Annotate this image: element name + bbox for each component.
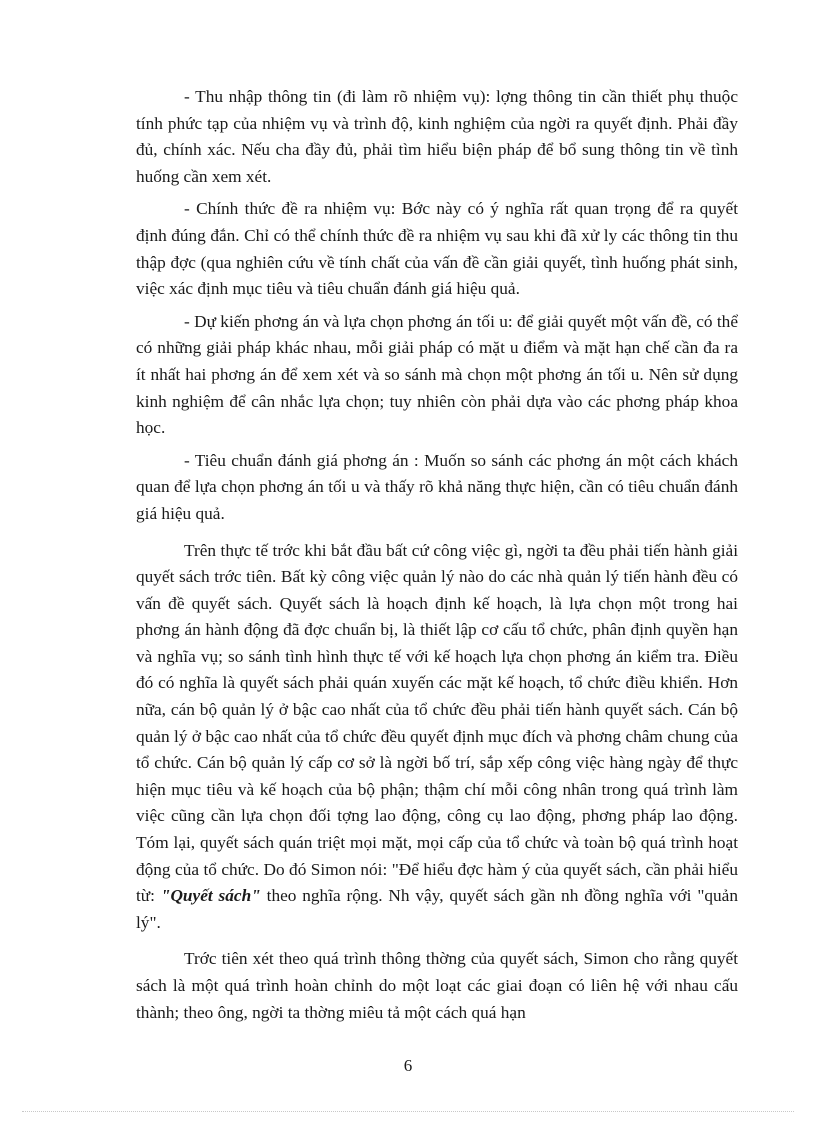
document-body	[136, 84, 738, 1032]
paragraph-tren-thuc-te	[136, 538, 738, 937]
paragraph-tieu-chuan-danh-gia: - Tiêu chuẩn đánh giá phơng án : Muốn so sánh các phơng án một cách khách quan để lựa chọn phơng án tối u và thấy rõ khả năng thực hiện, cần có tiêu chuẩn đánh giá hiệu quả.	[136, 450, 738, 523]
page-number: 6	[403, 1056, 413, 1075]
page-bottom-divider	[22, 1111, 794, 1112]
emphasis-quyet-sach: "Quyết sách"	[160, 886, 261, 906]
paragraph-chinh-thuc-de-ra-nhiem-vu: - Chính thức đề ra nhiệm vụ: Bớc này có ý nghĩa rất quan trọng để ra quyết định đúng đắn. Chỉ có thể chính thức đề ra nhiệm vụ sau khi đã xử ly các thông tin thu thập đợc (qua nghiên cứu về tính chất của vấn đề cần giải quyết, tình huống phát sinh, việc xác định mục tiêu và tiêu chuẩn đánh giá hiệu quả.	[136, 199, 738, 299]
paragraph-thu-nhap-thong-tin: - Thu nhập thông tin (đi làm rõ nhiệm vụ): lợng thông tin cần thiết phụ thuộc tính phức tạp của nhiệm vụ và trình độ, kinh nghiệm của ngời ra quyết định. Phải đầy đủ, chính xác. Nếu cha đầy đủ, phải tìm hiểu biện pháp để bổ sung thông tin về tình huống cần xem xét.	[136, 87, 738, 186]
paragraph-text: theo nghĩa rộng. Nh vậy, quyết sách gần nh đồng nghĩa với "quản lý".	[136, 886, 738, 932]
paragraph-text: Trên thực tế trớc khi bắt đầu bất cứ công việc gì, ngời ta đều phải tiến hành giải quyết sách trớc tiên. Bất kỳ công việc quản lý nào do các nhà quản lý tiến hành đều có vấn đề quyết sách. Quyết sách là hoạch định kế hoạch, là lựa chọn một trong hai phơng án hành động đã đợc chuẩn bị, là thiết lập cơ cấu tổ chức, phân định quyền hạn và nghĩa vụ; so sánh tình hình thực tế với kế hoạch lựa chọn phơng án kiểm tra. Điều đó có nghĩa là quyết sách phải quán xuyến các mặt kế hoạch, tổ chức điều khiển. Hơn nữa, cán bộ quản lý ở bậc cao nhất của tổ chức đều phải tiến hành quyết sách. Cán bộ quản lý ở bậc cao nhất của tổ chức đều quyết định mục đích và phơng châm chung của tổ chức. Cán bộ quản lý cấp cơ sở là ngời bố trí, sắp xếp công việc hàng ngày để thực hiện mục tiêu và kế hoạch của bộ phận; thậm chí mỗi công nhân trong quá trình làm việc cũng cần lựa chọn đối tợng lao động, công cụ lao động, phơng pháp lao động. Tóm lại, quyết sách quán triệt mọi mặt, mọi cấp của tổ chức và toàn bộ quá trình hoạt động của tổ chức. Do đó Simon nói: "Để hiểu đợc hàm ý của quyết sách, cần phải hiểu từ:	[136, 540, 738, 906]
paragraph-du-kien-phuong-an: - Dự kiến phơng án và lựa chọn phơng án tối u: để giải quyết một vấn đề, có thể có những giải pháp khác nhau, mỗi giải pháp có mặt u điểm và mặt hạn chế cần đa ra ít nhất hai phơng án để xem xét và so sánh mà chọn một phơng án tối u. Nên sử dụng kinh nghiệm để cân nhắc lựa chọn; tuy nhiên còn phải dựa vào các phơng pháp khoa học.	[136, 311, 738, 438]
paragraph-truoc-tien: Trớc tiên xét theo quá trình thông thờng của quyết sách, Simon cho rằng quyết sách là một quá trình hoàn chỉnh do một loạt các giai đoạn có liên hệ với nhau cấu thành; theo ông, ngời ta thờng miêu tả một cách quá hạn	[136, 949, 738, 1022]
